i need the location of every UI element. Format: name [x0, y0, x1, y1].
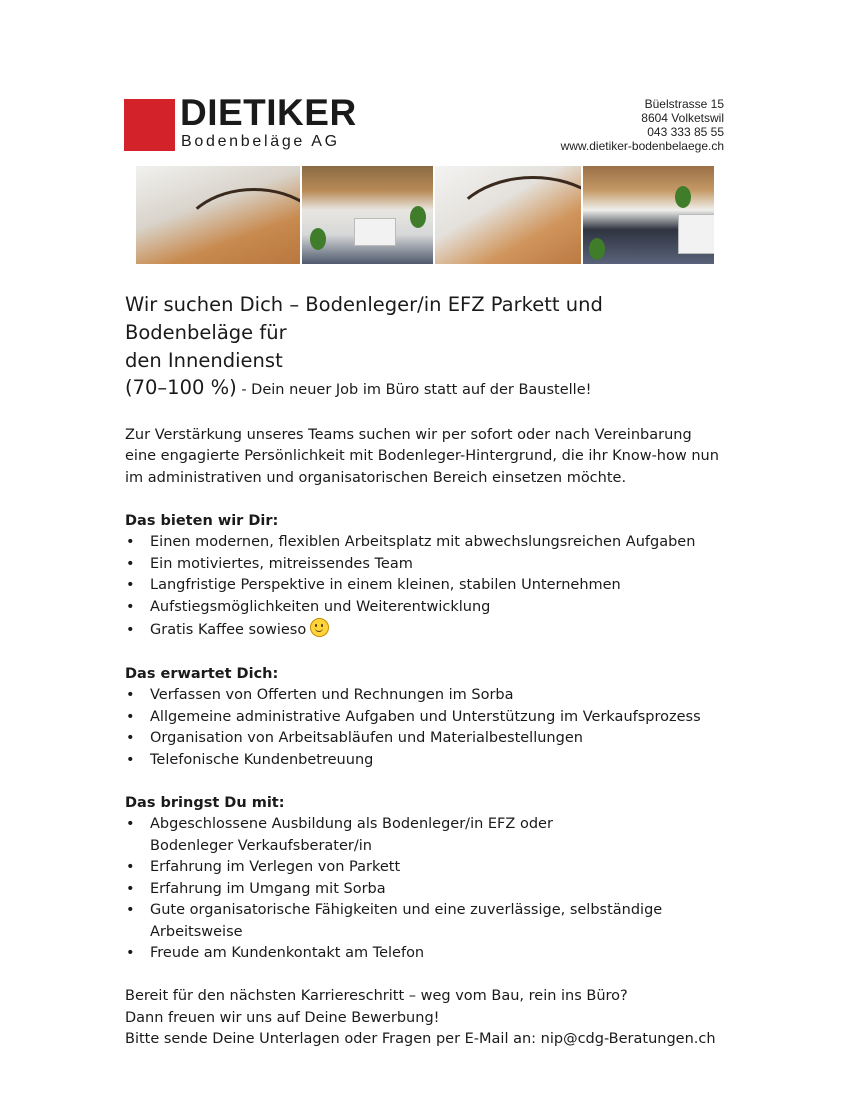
staircase-photo: [136, 166, 300, 264]
job-title: [125, 291, 725, 375]
office-photo: [302, 166, 433, 264]
list-item: • Freude am Kundenkontakt am Telefon: [125, 943, 725, 965]
job-percent: (70–100 %): [125, 376, 237, 399]
job-workload-line: [125, 375, 725, 403]
staircase-photo-2: [435, 166, 581, 264]
list-item-text: Gratis Kaffee sowieso: [150, 622, 307, 638]
job-posting: [125, 291, 725, 1051]
spacer: [125, 965, 725, 987]
list-item: • Aufstiegsmöglichkeiten und Weiterentwicklung: [125, 597, 725, 619]
offer-heading: Das bieten wir Dir:: [125, 512, 279, 529]
logo-red-square: [124, 99, 175, 151]
spacer: [125, 403, 725, 425]
address-city: 8604 Volketswil: [641, 111, 724, 125]
list-item: • Abgeschlossene Ausbildung als Bodenleger/in EFZ oder Bodenleger Verkaufsberater/in: [125, 814, 725, 857]
list-item: • Gute organisatorische Fähigkeiten und eine zuverlässige, selbständige Arbeitsweise: [125, 900, 725, 943]
company-name: DIETIKER: [180, 92, 357, 133]
smiley-face-icon: [310, 618, 329, 637]
company-address: [561, 97, 724, 153]
list-item: • Langfristige Perspektive in einem kleinen, stabilen Unternehmen: [125, 575, 725, 597]
showroom-photo: [583, 166, 714, 264]
bring-heading: Das bringst Du mit:: [125, 794, 285, 811]
expect-heading: Das erwartet Dich:: [125, 665, 279, 682]
address-phone: 043 333 85 55: [647, 125, 724, 139]
company-subtitle: Bodenbeläge AG: [181, 133, 340, 150]
closing-line3: Bitte sende Deine Unterlagen oder Fragen per E-Mail an: nip@cdg-Beratungen.ch: [125, 1031, 716, 1047]
list-item: [125, 618, 725, 642]
list-item: • Organisation von Arbeitsabläufen und Materialbestellungen: [125, 728, 725, 750]
job-title-line2: den Innendienst: [125, 349, 283, 372]
expect-list: [125, 685, 725, 771]
job-tagline: - Dein neuer Job im Büro statt auf der Baustelle!: [236, 382, 592, 398]
spacer: [125, 642, 725, 664]
list-item: • Einen modernen, flexiblen Arbeitsplatz mit abwechslungsreichen Aufgaben: [125, 532, 725, 554]
list-item: • Erfahrung im Umgang mit Sorba: [125, 879, 725, 901]
job-title-line1: Wir suchen Dich – Bodenleger/in EFZ Parkett und Bodenbeläge für: [125, 293, 603, 344]
list-item: • Verfassen von Offerten und Rechnungen im Sorba: [125, 685, 725, 707]
spacer: [125, 489, 725, 511]
list-item: • Ein motiviertes, mitreissendes Team: [125, 554, 725, 576]
spacer: [125, 771, 725, 793]
address-street: Büelstrasse 15: [644, 97, 724, 111]
closing-line1: Bereit für den nächsten Karriereschritt – weg vom Bau, rein ins Büro?: [125, 988, 628, 1004]
list-item: • Telefonische Kundenbetreuung: [125, 750, 725, 772]
job-intro: Zur Verstärkung unseres Teams suchen wir per sofort oder nach Vereinbarung eine engagierte Persönlichkeit mit Bodenleger-Hintergrund, die ihr Know-how nun im administrativen und organisatorischen Bereich einsetzen möchte.: [125, 426, 719, 486]
list-item: • Erfahrung im Verlegen von Parkett: [125, 857, 725, 879]
address-website[interactable]: www.dietiker-bodenbelaege.ch: [560, 139, 724, 153]
offer-list: [125, 532, 725, 642]
list-item: • Allgemeine administrative Aufgaben und Unterstützung im Verkaufsprozess: [125, 707, 725, 729]
closing-line2: Dann freuen wir uns auf Deine Bewerbung!: [125, 1009, 440, 1026]
photo-strip: [136, 166, 714, 264]
bring-list: [125, 814, 725, 965]
